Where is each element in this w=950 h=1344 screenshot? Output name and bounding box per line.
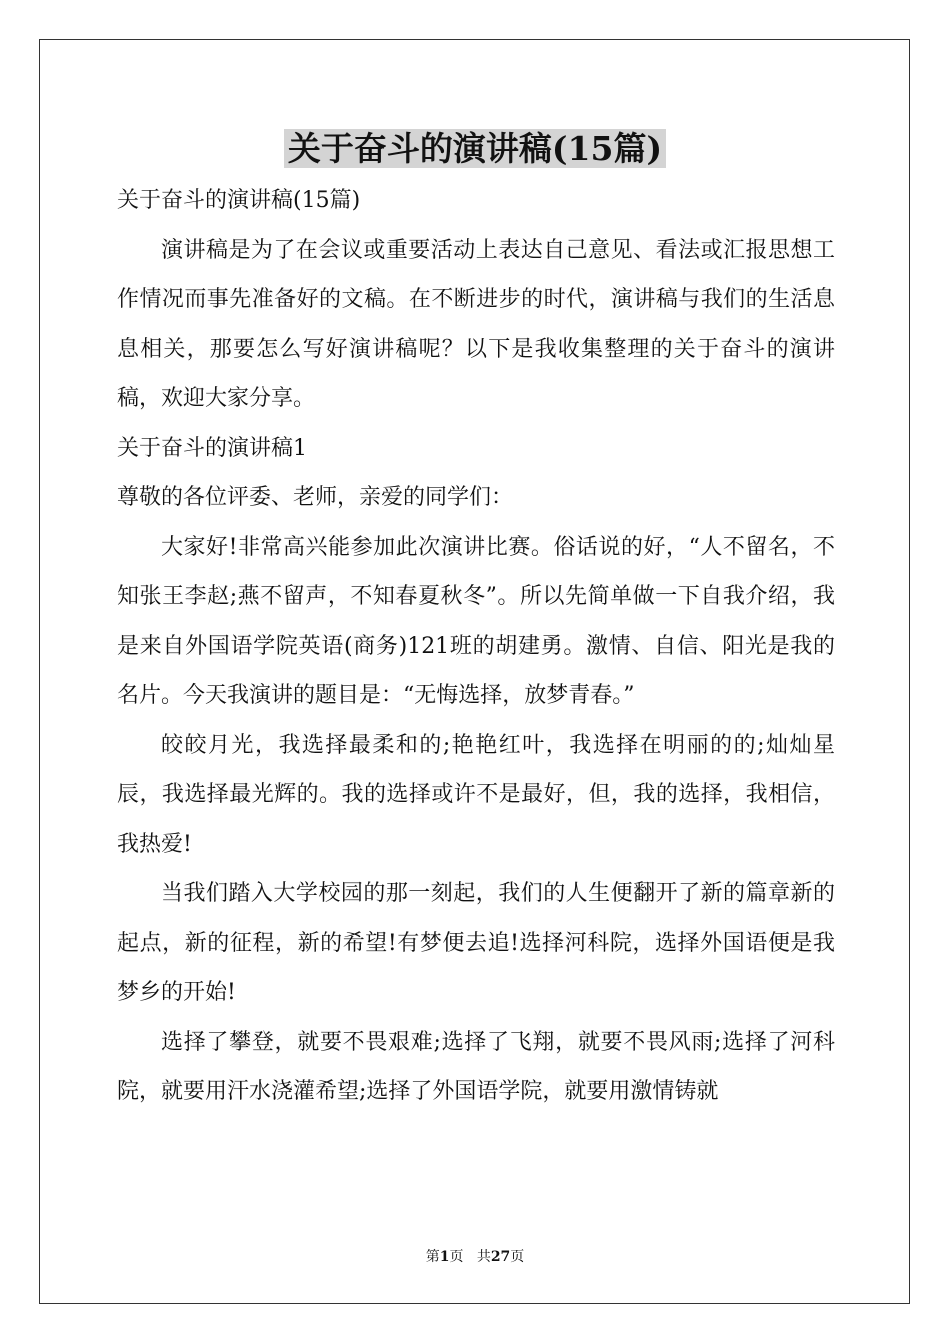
page-footer	[0, 1247, 950, 1267]
body-paragraph: 当我们踏入大学校园的那一刻起，我们的人生便翻开了新的篇章新的起点，新的征程，新的希望!有梦便去追!选择河科院，选择外国语便是我梦乡的开始!	[117, 881, 835, 1005]
document-body	[117, 176, 835, 1117]
document-title	[0, 125, 950, 173]
body-paragraph: 关于奋斗的演讲稿1	[117, 435, 307, 461]
total-prefix: 共	[476, 1249, 491, 1265]
body-paragraph: 选择了攀登，就要不畏艰难;选择了飞翔，就要不畏风雨;选择了河科院，就要用汗水浇灌希望;选择了外国语学院，就要用激情铸就	[117, 1029, 835, 1104]
body-paragraph: 大家好!非常高兴能参加此次演讲比赛。俗话说的好，“人不留名，不知张王李赵;燕不留声，不知春夏秋冬”。所以先简单做一下自我介绍，我是来自外国语学院英语(商务)121班的胡建勇。激情、自信、阳光是我的名片。今天我演讲的题目是：“无悔选择，放梦青春。”	[117, 534, 835, 708]
page-suffix: 页	[449, 1249, 464, 1265]
page-prefix: 第	[425, 1249, 440, 1265]
total-page-count: 27	[490, 1249, 511, 1265]
body-paragraph: 演讲稿是为了在会议或重要活动上表达自己意见、看法或汇报思想工作情况而事先准备好的文稿。在不断进步的时代，演讲稿与我们的生活息息相关，那要怎么写好演讲稿呢？以下是我收集整理的关于奋斗的演讲稿，欢迎大家分享。	[117, 237, 835, 411]
body-paragraph: 关于奋斗的演讲稿(15篇)	[117, 188, 361, 213]
current-page-number: 1	[439, 1249, 450, 1265]
total-suffix: 页	[510, 1249, 525, 1265]
body-paragraph: 尊敬的各位评委、老师，亲爱的同学们：	[117, 485, 514, 510]
document-title-text: 关于奋斗的演讲稿(15篇)	[284, 129, 666, 168]
body-paragraph: 皎皎月光，我选择最柔和的;艳艳红叶，我选择在明丽的的;灿灿星辰，我选择最光辉的。我的选择或许不是最好，但，我的选择，我相信，我热爱!	[117, 732, 835, 857]
